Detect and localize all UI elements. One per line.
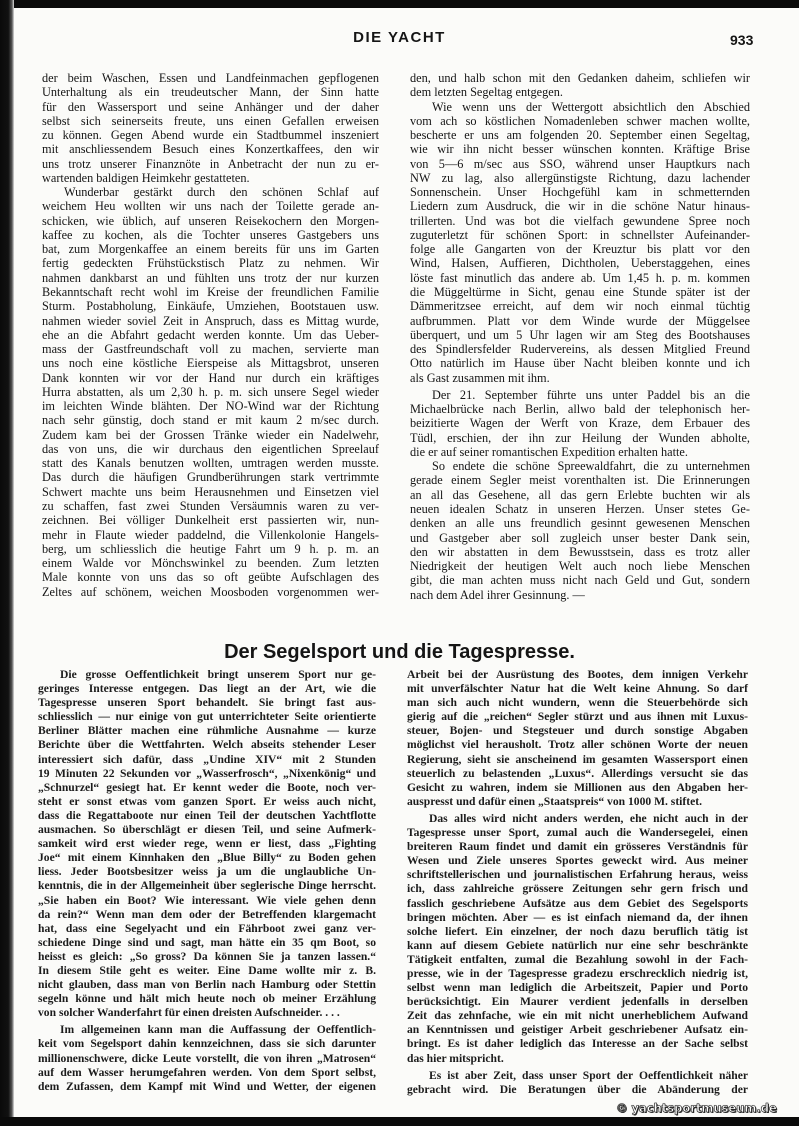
text-line: mit unverfälschter Natur hat die Welt keine Ahnung. So darf (407, 682, 748, 696)
text-line: Wie wenn uns der Wettergott absichtlich den Abschied (432, 99, 750, 114)
paragraph (38, 1023, 376, 1093)
text-line: liess. Jeder Bootsbesitzer weiss ja um die unglaubliche Un- (38, 865, 376, 879)
text-line: kenntnis, die in der Allgemeinheit über seglerische Dinge herrscht. (38, 879, 376, 893)
text-line: bringt. Es ist daher lediglich das Interesse an der Sache selbst (407, 1037, 748, 1051)
text-line: Regierung, sieht sie anscheinend im gesamten Wassersport einen (407, 752, 748, 766)
text-line: Berichte über die Wettfahrten. Welch abseits stehender Leser (38, 738, 376, 752)
text-line: auspresst und dafür einen „Staatspreis“ von 1000 M. stiftet. (407, 794, 703, 808)
scan-border-top (0, 0, 799, 8)
text-line: für den Wassersport und seine Anhänger und der daher (42, 99, 379, 114)
text-line: Es ist aber Zeit, dass unser Sport der Oeffentlichkeit näher (429, 1068, 748, 1082)
text-line: Niedrigkeit der heutigen Welt auch noch liebe Menschen (410, 559, 750, 574)
text-line: Joe“ mit einem Kinnhaken den „Blue Billy“ zu Boden gehen (38, 851, 376, 865)
text-line: selbst wenn man lediglich die Arbeitszeit, Papier und Porto (407, 981, 748, 995)
text-line: NW zu lag, also allergünstigste Richtung, dazu lachender (410, 170, 750, 185)
paragraph (410, 459, 750, 602)
watermark: © yachtsportmuseum.de (616, 1101, 777, 1115)
text-line: mass der Gastfreundschaft voll zu machen, servierte man (42, 342, 379, 357)
text-line: überquert, und um 5 Uhr lagen wir am Steg des Bootshauses (410, 327, 750, 342)
text-line: ich, dass zahlreiche grössere Zeitungen sehr gern frisch und (407, 882, 748, 896)
scan-border-bottom (0, 1117, 799, 1126)
text-line: steht er sonst etwas vom ganzen Sport. Er weiss auch nicht, (38, 794, 376, 808)
text-line: nach sehr günstig, doch stand er mit kaum 2 m/sec durch. (42, 413, 379, 428)
text-line: zu schaffen, fast zwei Stunden Versäumnis waren zu ver- (42, 498, 379, 513)
paragraph (410, 71, 750, 100)
text-line: statt des Kanals benutzen wollten, umtragen werden musste. (42, 456, 379, 471)
text-line: Sturm. Postabholung, Einkäufe, Umziehen, Bootstauen usw. (42, 299, 379, 314)
text-line: den wir abstatten in dem Bewusstsein, dass es trotz aller (410, 544, 750, 559)
text-line: samkeit wird erst wieder rege, wenn er liest, dass „Fighting (38, 837, 376, 851)
text-line: von solcher Wanderfahrt für einen dreisten Aufschneider. . . . (38, 1006, 340, 1020)
text-line: den, und halb schon mit den Gedanken daheim, schliefen wir (410, 71, 750, 85)
text-line: gibt, die man achten muss nicht nach Geld und Gut, sondern (410, 573, 750, 588)
top-right-column (410, 71, 750, 602)
text-line: bescherte er uns am folgenden 20. September einen Segeltag, (410, 128, 750, 143)
text-line: Tätigkeit entfalten, zumal die Bezahlung sowohl in der Fach- (407, 952, 748, 966)
text-line: heisst es gleich: „So gross? Da können Sie ja tanzen lassen.“ (38, 949, 376, 963)
text-line: Berliner Blätter machen eine rühmliche Ausnahme — kurze (38, 724, 376, 738)
text-line: Arbeit bei der Ausrüstung des Bootes, dem innigen Verkehr (407, 668, 748, 681)
text-line: millionenschwere, dicke Leute vorstellt, die von ihren „Matrosen“ (38, 1051, 376, 1065)
text-line: löste fast minutlich das andere ab. Um 1,45 h. p. m. kommen (410, 270, 750, 285)
text-line: ehe an die Abfahrt gedacht werden konnte. Um das Ueber- (42, 327, 379, 342)
text-line: selbst sich seinerseits freute, uns einen Gefallen erweisen (42, 113, 379, 128)
text-line: bringen möchten. Aber — es ist einfach niemand da, der ihnen (407, 910, 748, 924)
text-line: uns trotz unserer Finanznöte in Anbetracht der nun zu er- (42, 156, 379, 171)
text-line: bat, zum Morgenkaffee an einem bereits für uns im Garten (42, 242, 379, 257)
page-number: 933 (730, 32, 754, 48)
text-line: keit vom Segelsport dahin kennzeichnen, dass sie sich darunter (38, 1037, 376, 1051)
article-title: Der Segelsport und die Tagespresse. (224, 641, 575, 663)
text-line: So endete die schöne Spreewaldfahrt, die zu unternehmen (432, 459, 750, 474)
text-line: „Sie haben ein Boot? Wie interessant. Wie viele gehen denn (38, 893, 376, 907)
text-line: berücksichtigt. Ein Maurer verdient jedenfalls in derselben (407, 995, 748, 1009)
text-line: denken an alle uns freundlich gesinnt gewesenen Menschen (410, 516, 750, 531)
text-line: nahmen dankbarst an und fühlten uns trotz der nur kurzen (42, 270, 379, 285)
text-line: Das alles wird nicht anders werden, ehe nicht auch in der (429, 811, 748, 825)
text-line: vom ach so köstlichen Nomadenleben schwer machen wollte, (410, 113, 750, 128)
text-line: an all das Gesehene, all das gern Erlebte buchten wir als (410, 487, 750, 502)
text-line: nahmen wieder soviel Zeit in Anspruch, dass es Mittag wurde, (42, 313, 379, 328)
article-left-column (38, 668, 376, 1094)
text-line: mit anschliessendem Besuch eines Konzertkaffees, den wir (42, 142, 379, 157)
text-line: nicht glauben, dass man von Berlin nach Hamburg oder Stettin (38, 978, 376, 992)
paragraph (410, 388, 750, 459)
text-line: im leichten Winde blähten. Der NO-Wind war der Richtung (42, 399, 379, 414)
text-line: Wind, Halsen, Auffieren, Dichtholen, Ueberstaggehen, eines (410, 256, 750, 271)
text-line: dem letzten Segeltag entgegen. (410, 85, 563, 100)
text-line: von 5—6 m/sec aus SSO, während unser Hauptkurs nach (410, 156, 750, 171)
text-line: einem Walde vor Mönchswinkel zu beenden. Zum letzten (42, 556, 379, 571)
text-line: Zeit das zehnfache, wie ein mit nicht unerheblichem Aufwand (407, 1009, 748, 1023)
text-line: des Spindlersfelder Rudervereins, als dessen Mitglied Freund (410, 342, 750, 357)
text-line: möglichst viel herausholt. Trotz aller schönen Worte der neuen (407, 738, 748, 752)
text-line: die Müggeltürme in Sicht, genau eine Stunde später ist der (410, 284, 750, 299)
text-line: Wesen und Ziele unseres Sportes geweckt wird. Aus meiner (407, 854, 748, 868)
text-line: wartenden baldigen Heimkehr gestatteten. (42, 170, 250, 185)
text-line: das von uns, die wir durchaus den eigentlichen Spreelauf (42, 441, 379, 456)
text-line: segeln könne und hält mich heute noch ob meiner Erzählung (38, 992, 376, 1006)
text-line: Otto natürlich im Hause über Nacht bleiben konnte und ich (410, 356, 750, 371)
text-line: geringes Interesse entgegen. Das liegt an der Art, wie die (38, 682, 376, 696)
text-line: Sonnenschein. Unser Hochgefühl kam in schmetternden (410, 185, 750, 200)
text-line: Der 21. September führte uns unter Paddel bis an die (432, 387, 750, 402)
top-left-column (42, 71, 379, 599)
text-line: und Gastgeber aber soll zugleich unser bester Dank sein, (410, 530, 750, 545)
text-line: kaffee zu kochen, als die Tochter unseres Gastgebers uns (42, 227, 379, 242)
text-line: Tagespresse unseren Sport behandelt. Sie bringt fast aus- (38, 696, 376, 710)
text-line: Zeltes auf schönem, weichen Moosboden vorgenommen wer- (42, 584, 379, 599)
text-line: auf dem Wasser herumgefahren werden. Von dem Sport selbst, (38, 1065, 376, 1079)
text-line: gebracht wird. Die Beratungen über die Abänderung der (407, 1082, 748, 1096)
paragraph (42, 71, 379, 185)
paragraph (407, 668, 748, 809)
text-line: da rein?“ Wenn man dem oder der Betreffenden klargemacht (38, 907, 376, 921)
text-line: Die grosse Oeffentlichkeit bringt unserem Sport nur ge- (60, 668, 376, 681)
text-line: Michaelbrücke nach Berlin, allwo bald der telephonisch her- (410, 402, 750, 417)
text-line: als Gast zusammen mit ihm. (410, 370, 550, 385)
text-line: die er auf seiner romantischen Expedition erhalten hatte. (410, 444, 688, 459)
text-line: uns noch eine köstliche Eierspeise als Mittagsbrot, unseren (42, 356, 379, 371)
text-line: Tüdl, erschien, der ihn zur Heilung der Wunden abholte, (410, 430, 750, 445)
text-line: an Kenntnissen und geistiger Arbeit geschriebener Aufsatz ein- (407, 1023, 748, 1037)
text-line: interessiert sich dafür, dass „Undine XIV“ mit 2 Stunden (38, 752, 376, 766)
text-line: Gesicht zu wahren, indem sie Millionen aus den Abgaben her- (407, 780, 748, 794)
text-line: aufbrummen. Platt vor dem Winde wurde der Müggelsee (410, 313, 750, 328)
paragraph (407, 1069, 748, 1097)
text-line: zeichnen. Bei völliger Dunkelheit erst passierten wir, nun- (42, 513, 379, 528)
text-line: Hurra abstatten, als um 2,30 h. p. m. sich unsere Segel wieder (42, 384, 379, 399)
text-line: schicken, wie üblich, auf unseren Reisekochern den Morgen- (42, 213, 379, 228)
text-line: dass die Regattaboote nur einen Teil der deutschen Yachtflotte (38, 808, 376, 822)
text-line: beizitierte Wagen der Werft von Kraze, dem Erbauer des (410, 416, 750, 431)
paragraph (38, 668, 376, 1020)
text-line: „Schnurzel“ gesiegt hat. Er kennt weder die Boote, noch ver- (38, 780, 376, 794)
text-line: dem Zufassen, dem Kampf mit Wind und Wetter, der eigenen (38, 1079, 376, 1093)
scan-border-left (0, 0, 14, 1126)
text-line: Male konnte von uns das so oft geübte Aufschlagen des (42, 570, 379, 585)
paragraph (407, 812, 748, 1066)
text-line: trillerten. Und was bot die vielfach gewundene Spree noch (410, 213, 750, 228)
text-line: solche liefert. Ein einzelner, der noch dazu beruflich tätig ist (407, 924, 748, 938)
text-line: ausmachen. So überschlägt er diesen Teil, und seine Aufmerk- (38, 823, 376, 837)
text-line: Tagespresse unser Sport, zumal auch die Wandersegelei, einen (407, 826, 748, 840)
paragraph (42, 185, 379, 599)
text-line: Zudem kam bei der Grossen Tränke wieder ein Nadelwehr, (42, 427, 379, 442)
text-line: fertig gedeckten Frühstückstisch Platz zu nehmen. Wir (42, 256, 379, 271)
text-line: Schwert machte uns beim Herausnehmen und Einsetzen viel (42, 484, 379, 499)
text-line: man sich auch nicht wundern, wenn die Steuerbehörde sich (407, 696, 748, 710)
paragraph (410, 100, 750, 385)
text-line: schriftstellerischen und journalistischen Erfahrung heraus, weiss (407, 868, 748, 882)
text-line: nach dem Adel ihrer Gesinnung. — (410, 587, 585, 602)
text-line: Dank konnten wir vor der Hand nur durch ein kräftiges (42, 370, 379, 385)
text-line: steuer, Bojen- und Stegsteuer und durch sonstige Abgaben (407, 724, 748, 738)
text-line: wie wir ihn nicht besser wünschen konnten. Kräftige Brise (410, 142, 750, 157)
text-line: kann auf diesem Gebiete natürlich nur eine sehr beschränkte (407, 938, 748, 952)
text-line: gierig auf die „reichen“ Segler stürzt und aus ihnen mit Luxus- (407, 710, 748, 724)
running-head: DIE YACHT (353, 29, 446, 46)
text-line: hat, dass eine Segelyacht und ein Fährboot zwei ganz ver- (38, 921, 376, 935)
text-line: Wunderbar gestärkt durch den schönen Schlaf auf (64, 185, 379, 200)
text-line: Dämmeritzsee erreicht, auf dem wir noch einmal tüchtig (410, 299, 750, 314)
text-line: schiedene Dinge sind und sagt, man hätte ein 35 qm Boot, so (38, 935, 376, 949)
text-line: Im allgemeinen kann man die Auffassung der Oeffentlich- (60, 1023, 376, 1037)
text-line: presse, wie in der Tagespresse gradezu erschrecklich niedrig ist, (407, 966, 748, 980)
text-line: gerade einem Segler meist vorenthalten ist. Die Erinnerungen (410, 473, 750, 488)
text-line: berg, um schliesslich die heutige Fahrt um 9 h. p. m. an (42, 541, 379, 556)
text-line: Das durch die häufigen Grundberührungen stark vertrimmte (42, 470, 379, 485)
text-line: steuerlich zu belastenden „Luxus“. Allerdings versucht sie das (407, 766, 748, 780)
text-line: das hier mitspricht. (407, 1051, 504, 1065)
text-line: In diesem Stile geht es weiter. Eine Dame wollte mir z. B. (38, 963, 376, 977)
text-line: folge alle Gangarten von der Kreuztur bis platt vor den (410, 242, 750, 257)
text-line: mehr in Flaute wieder paddelnd, die Villenkolonie Hangels- (42, 527, 379, 542)
text-line: zuguterletzt für schönen Sport: in schnellster Aufeinander- (410, 227, 750, 242)
text-line: Bekanntschaft recht wohl im Kreise der freundlichen Familie (42, 284, 379, 299)
text-line: breiteren Raum findet und damit ein grösseres Verständnis für (407, 840, 748, 854)
text-line: fasslich geschriebene Aufsätze aus dem Gebiet des Segelsports (407, 896, 748, 910)
text-line: der beim Waschen, Essen und Landfeinmachen gepflogenen (42, 71, 379, 85)
text-line: schliesslich — nur einige von gut unterrichteter Seite orientierte (38, 710, 376, 724)
text-line: weichem Heu wollten wir uns nach der Toilette gerade an- (42, 199, 379, 214)
text-line: zu können. Gegen Abend wurde ein Stadtbummel inszeniert (42, 128, 379, 143)
text-line: 19 Minuten 22 Sekunden vor „Wasserfrosch“, „Nixenkönig“ und (38, 766, 376, 780)
text-line: Liedern zum Ausdruck, die wir in die schöne Natur hinaus- (410, 199, 750, 214)
article-right-column (407, 668, 748, 1097)
text-line: Unterhaltung als ein treudeutscher Mann, der Sinn hatte (42, 85, 379, 100)
text-line: neuen idealen Schatz in unseren Herzen. Unser stetes Ge- (410, 501, 750, 516)
